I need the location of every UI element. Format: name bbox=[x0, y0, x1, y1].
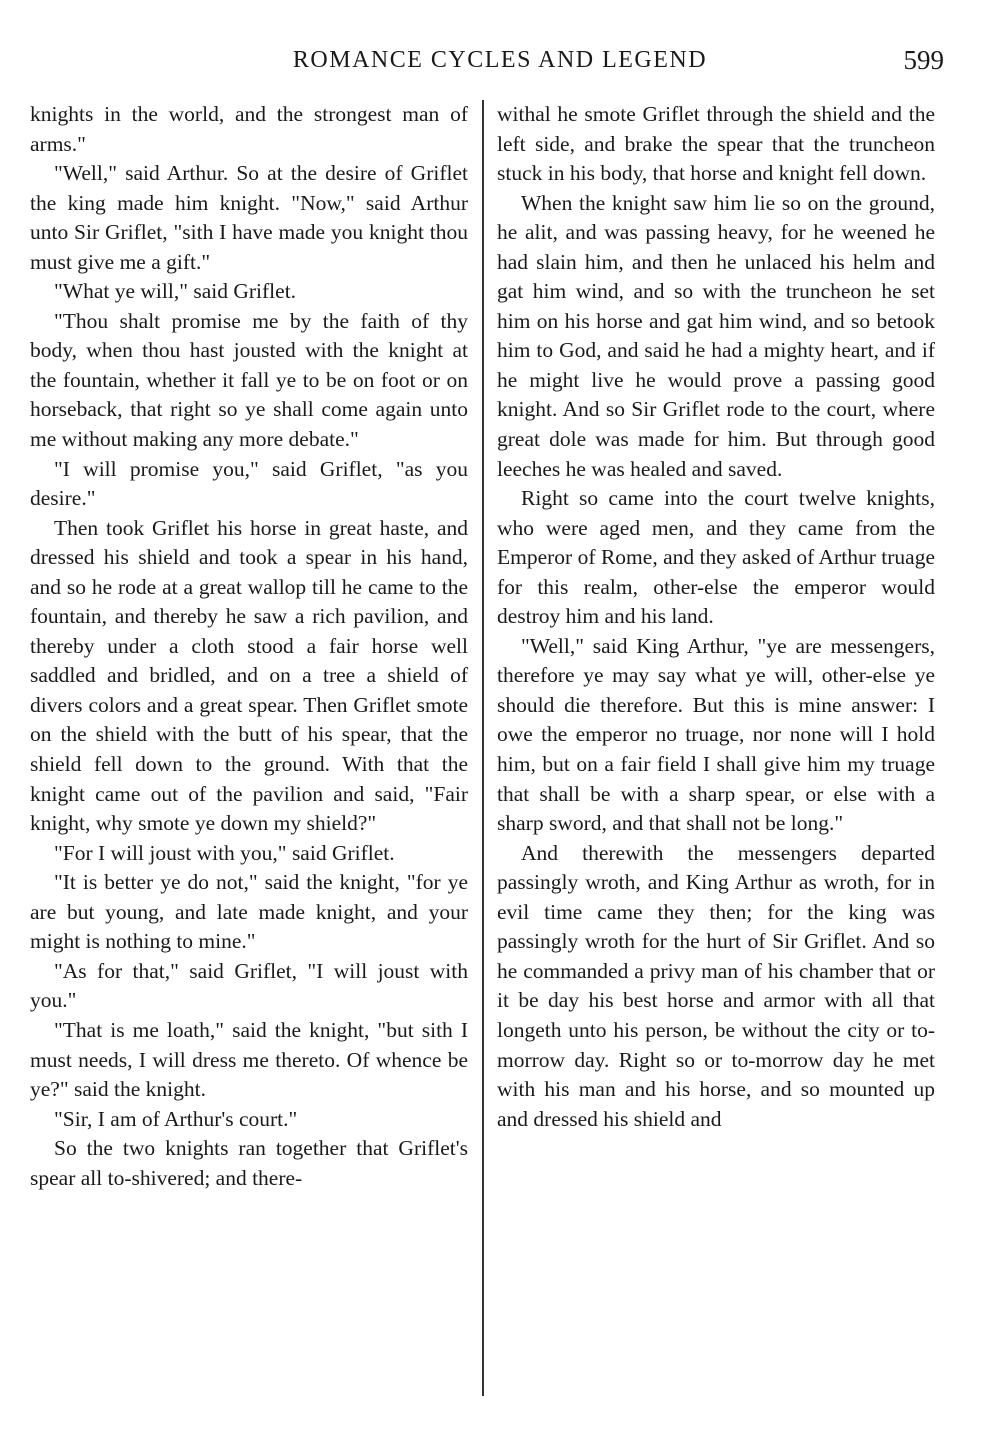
paragraph: Right so came into the court twelve knights, who were aged men, and they came from the Emperor of Rome, and they asked of Arthur truage for this realm, other-else the emperor would destroy him and his land. bbox=[497, 486, 935, 629]
page-number: 599 bbox=[903, 45, 944, 75]
paragraph: So the two knights ran together that Griflet's spear all to-shivered; and there- bbox=[30, 1136, 468, 1190]
paragraph: "Well," said King Arthur, "ye are messengers, therefore ye may say what ye will, other-else ye should die therefore. But this is mine answer: I owe the emperor no truage, nor none will I hold him, but on a fair field I shall give him my truage that shall be with a sharp spear, or else with a sharp sword, and that shall not be long." bbox=[497, 633, 935, 836]
paragraph: When the knight saw him lie so on the ground, he alit, and was passing heavy, for he weened he had slain him, and then he unlaced his helm and gat him wind, and so with the truncheon he set him on his horse and gat him wind, and so betook him to God, and said he had a mighty heart, and if he might live he would prove a passing good knight. And so Sir Griflet rode to the court, where great dole was made for him. But through good leeches he was healed and saved. bbox=[497, 190, 935, 481]
page-header bbox=[0, 42, 1000, 78]
paragraph: "That is me loath," said the knight, "but sith I must needs, I will dress me thereto. Of whence be ye?" said the knight. bbox=[30, 1017, 468, 1102]
paragraph: knights in the world, and the strongest man of arms." bbox=[30, 102, 468, 156]
paragraph: withal he smote Griflet through the shield and the left side, and brake the spear that the truncheon stuck in his body, that horse and knight fell down. bbox=[497, 102, 935, 186]
paragraph: "What ye will," said Griflet. bbox=[54, 279, 297, 304]
paragraph: Then took Griflet his horse in great haste, and dressed his shield and took a spear in his hand, and so he rode at a great wallop till he came to the fountain, and thereby he saw a rich pavilion, and thereby under a cloth stood a fair horse well saddled and bridled, and on a tree a shield of divers colors and a great spear. Then Griflet smote on the shield with the butt of his spear, that the shield fell down to the ground. With that the knight came out of the pavilion and said, "Fair knight, why smote ye down my shield?" bbox=[30, 515, 468, 836]
running-title: ROMANCE CYCLES AND LEGEND bbox=[292, 47, 708, 73]
paragraph: "Thou shalt promise me by the faith of thy body, when thou hast jousted with the knight at the fountain, whether it fall ye to be on foot or on horseback, that right so ye shall come again unto me without making any more debate." bbox=[30, 308, 468, 452]
left-column bbox=[30, 100, 468, 1193]
paragraph: And therewith the messengers departed passingly wroth, and King Arthur as wroth, for in evil time came they then; for the king was passingly wroth for the hurt of Sir Griflet. And so he commanded a privy man of his chamber that or it be day his best horse and armor with all that longeth unto his person, be without the city or to-morrow day. Right so or to-morrow day he met with his man and his horse, and so mounted up and dressed his shield and bbox=[497, 840, 935, 1131]
paragraph: "I will promise you," said Griflet, "as you desire." bbox=[30, 456, 468, 511]
right-column bbox=[497, 100, 935, 1134]
paragraph: "Sir, I am of Arthur's court." bbox=[54, 1106, 298, 1131]
paragraph: "It is better ye do not," said the knight, "for ye are but young, and late made knight, and your might is nothing to mine." bbox=[30, 870, 468, 954]
paragraph: "Well," said Arthur. So at the desire of Griflet the king made him knight. "Now," said Arthur unto Sir Griflet, "sith I have made you knight thou must give me a gift." bbox=[30, 161, 468, 274]
paragraph: "As for that," said Griflet, "I will joust with you." bbox=[30, 958, 468, 1013]
paragraph: "For I will joust with you," said Griflet. bbox=[54, 840, 395, 865]
column-divider bbox=[482, 100, 484, 1396]
